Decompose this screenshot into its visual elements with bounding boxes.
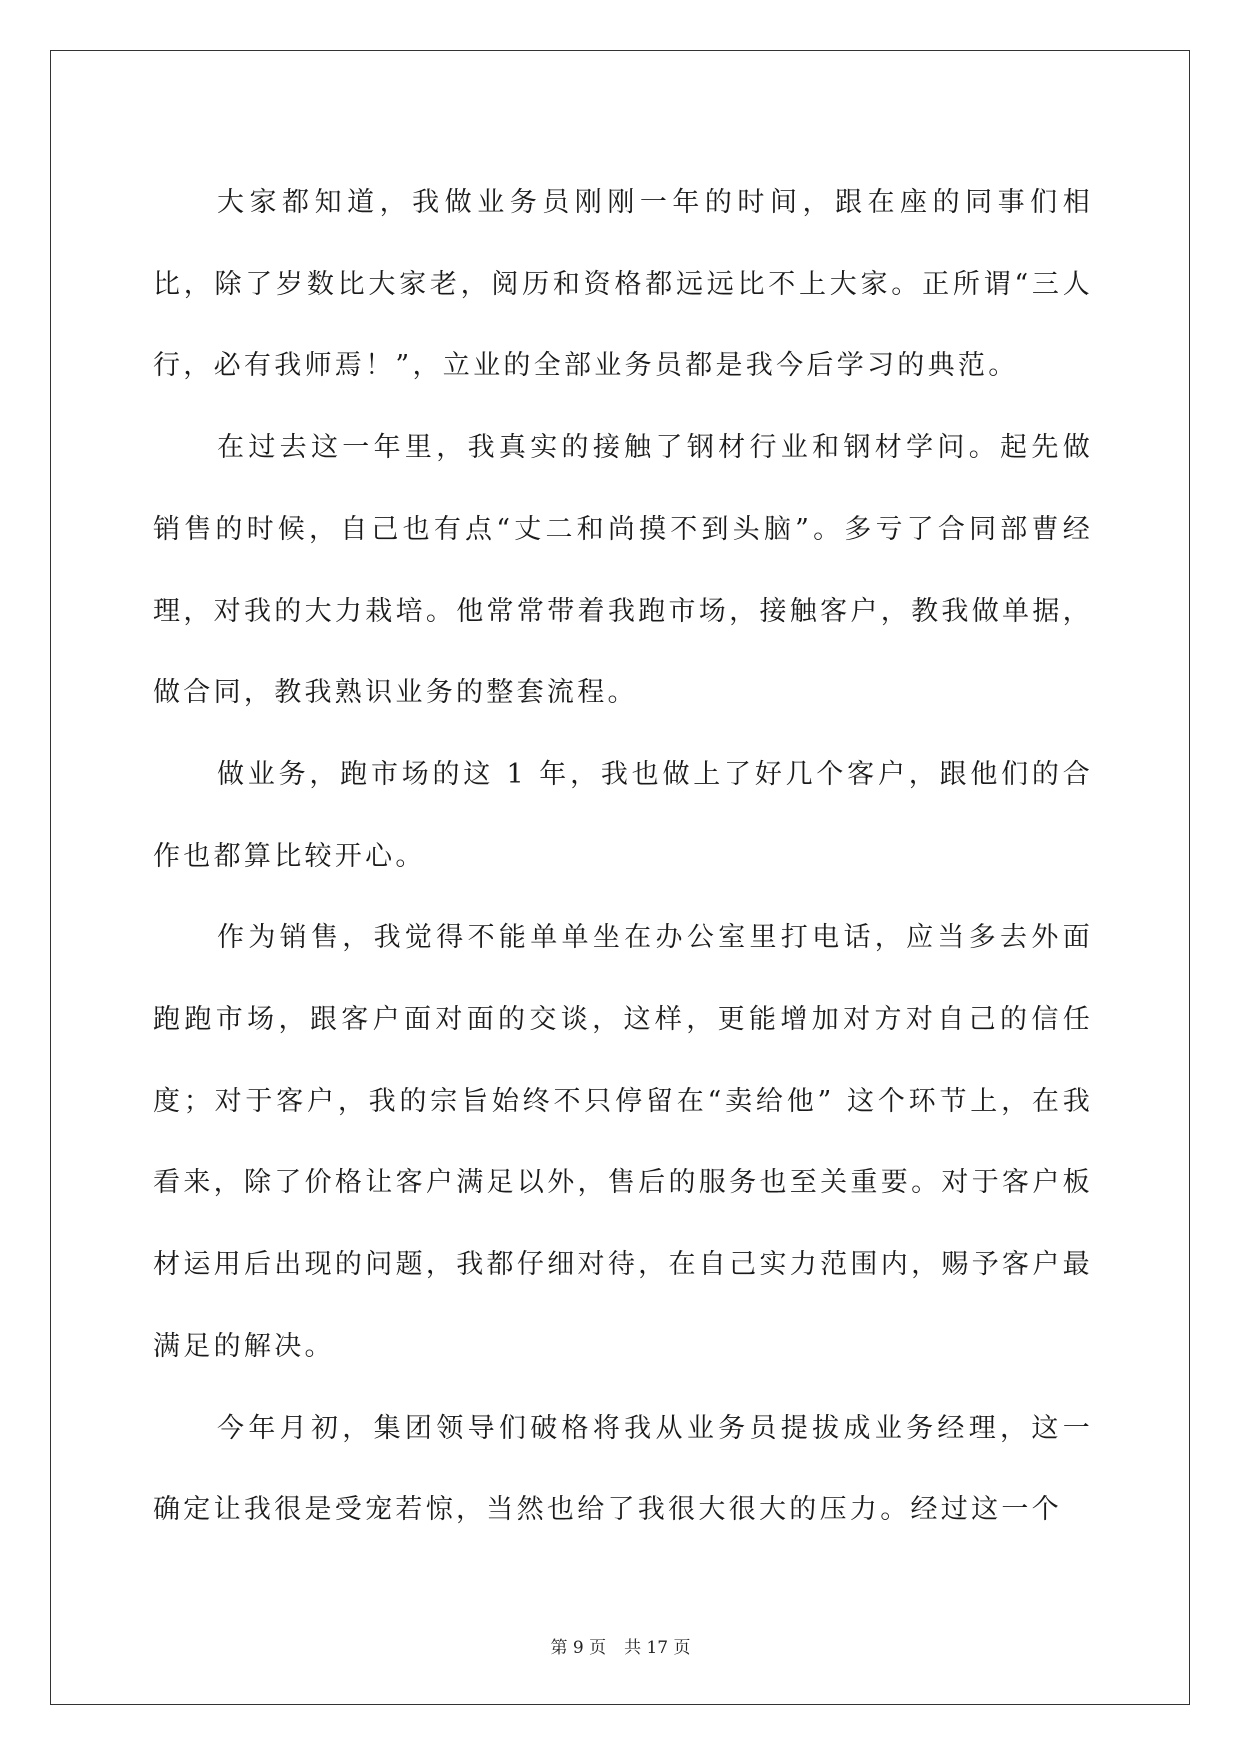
- paragraph-2: 在过去这一年里，我真实的接触了钢材行业和钢材学问。起先做销售的时候，自己也有点“丈二和尚摸不到头脑”。多亏了合同部曹经理，对我的大力栽培。他常常带着我跑市场，接触客户，教我做单据，做合同，教我熟识业务的整套流程。: [153, 432, 1093, 709]
- paragraph-3: 做业务，跑市场的这 1 年，我也做上了好几个客户，跟他们的合作也都算比较开心。: [153, 758, 1093, 872]
- paragraph-1: 大家都知道，我做业务员刚刚一年的时间，跟在座的同事们相比，除了岁数比大家老，阅历和资格都远远比不上大家。正所谓“三人行，必有我师焉！”，立业的全部业务员都是我今后学习的典范。: [153, 187, 1093, 382]
- total-pages: 共 17 页: [624, 1638, 691, 1658]
- document-body: [153, 162, 1093, 1551]
- paragraph-4: 作为销售，我觉得不能单单坐在办公室里打电话，应当多去外面跑跑市场，跟客户面对面的交谈，这样，更能增加对方对自己的信任度；对于客户，我的宗旨始终不只停留在“卖给他” 这个环节上，在我看来，除了价格让客户满足以外，售后的服务也至关重要。对于客户板材运用后出现的问题，我都仔细对待，在自己实力范围内，赐予客户最满足的解决。: [153, 922, 1093, 1362]
- page-footer: [0, 1633, 1241, 1658]
- current-page-number: 第 9 页: [550, 1638, 607, 1658]
- paragraph-5: 今年月初，集团领导们破格将我从业务员提拔成业务经理，这一确定让我很是受宠若惊，当然也给了我很大很大的压力。经过这一个: [153, 1412, 1093, 1526]
